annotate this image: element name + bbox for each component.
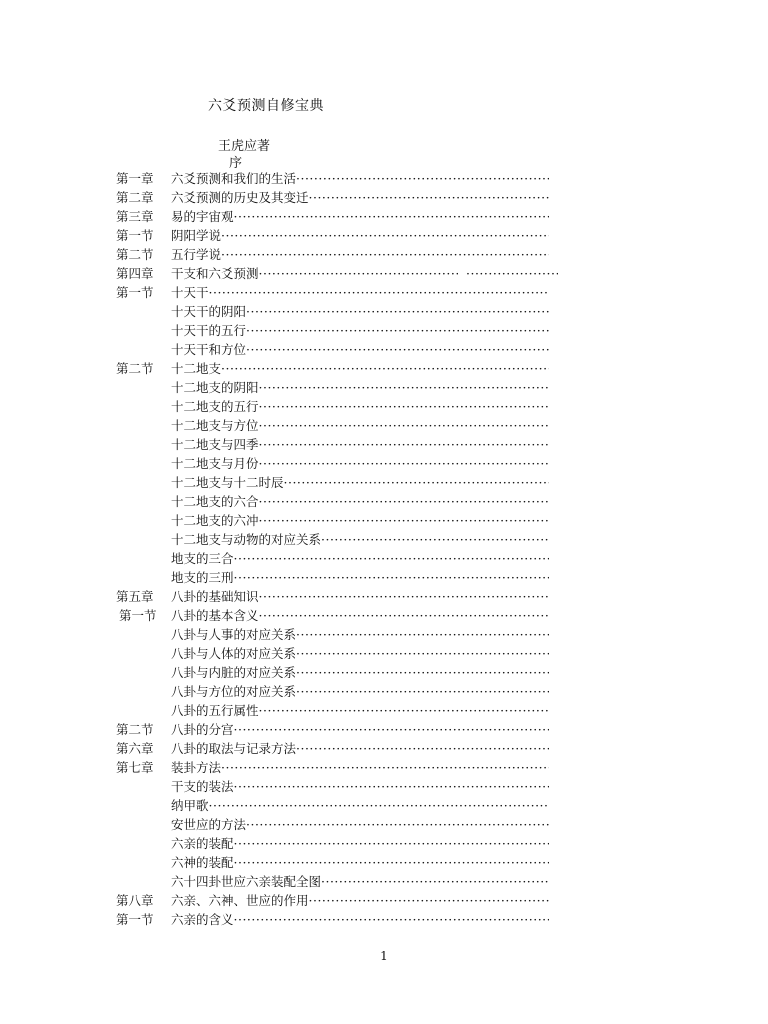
toc-entry[interactable] (0, 910, 768, 929)
toc-entry[interactable] (0, 663, 768, 682)
toc-entry[interactable] (0, 378, 768, 397)
toc-text: 十二地支与四季 ····· (171, 435, 549, 454)
toc-entry[interactable] (0, 283, 768, 302)
toc-entry[interactable] (0, 511, 768, 530)
toc-entry[interactable] (0, 568, 768, 587)
toc-entry[interactable] (0, 853, 768, 872)
toc-text: 十二地支与动物的对应关系 ····· (171, 530, 549, 549)
toc-entry[interactable] (0, 492, 768, 511)
toc-label: 第四章 (116, 266, 154, 281)
toc-text: 八卦的分宫 ····· (171, 720, 549, 739)
toc-entry[interactable] (0, 530, 768, 549)
author-line: 王虎应著 (218, 139, 271, 154)
toc-entry[interactable] (0, 739, 768, 758)
toc-text: 十天干的五行 ····· (171, 321, 549, 340)
toc-text: 装卦方法 ····· (171, 758, 549, 777)
toc-text: 八卦的取法与记录方法 ····· (171, 739, 549, 758)
toc-entry[interactable] (0, 359, 768, 378)
toc-text: 十二地支的五行 ····· (171, 397, 549, 416)
toc-text: 八卦的五行属性 ····· (171, 701, 549, 720)
toc-text: 十二地支的阴阳 ····· (171, 378, 549, 397)
toc-label: 第二章 (116, 190, 154, 205)
toc-entry[interactable] (0, 340, 768, 359)
toc-text: 六爻预测的历史及其变迁 ····· (171, 188, 549, 207)
toc-entry[interactable] (0, 872, 768, 891)
toc-entry[interactable] (0, 777, 768, 796)
toc-text: 十二地支 ····· (171, 359, 549, 378)
toc-entry[interactable] (0, 169, 768, 188)
toc-text: 八卦的基本含义 ····· (171, 606, 549, 625)
document-title: 六爻预测自修宝典 (208, 98, 324, 114)
toc-text: 八卦的基础知识 ····· (171, 587, 549, 606)
toc-entry[interactable] (0, 625, 768, 644)
toc-entry[interactable] (0, 891, 768, 910)
toc-entry[interactable] (0, 720, 768, 739)
toc-text: 六亲的含义 ····· (171, 910, 549, 929)
toc-label: 第一节 (116, 228, 154, 243)
toc-entry[interactable] (0, 264, 768, 283)
toc-entry[interactable] (0, 549, 768, 568)
toc-text: 十天干和方位 ····· (171, 340, 549, 359)
toc-entry[interactable] (0, 815, 768, 834)
toc-text: 干支和六爻预测 ····· (171, 264, 458, 283)
toc-entry[interactable] (0, 454, 768, 473)
preface-heading: 序 (229, 156, 243, 171)
toc-entry[interactable] (0, 834, 768, 853)
toc-entry[interactable] (0, 644, 768, 663)
toc-entry[interactable] (0, 606, 768, 625)
toc-text: 八卦与内脏的对应关系 ····· (171, 663, 549, 682)
toc-entry[interactable] (0, 416, 768, 435)
toc-label: 第三章 (116, 209, 154, 224)
toc-label: 第一节 (116, 285, 154, 300)
toc-label: 第六章 (116, 741, 154, 756)
toc-text: 八卦与方位的对应关系 ····· (171, 682, 549, 701)
toc-entry[interactable] (0, 796, 768, 815)
toc-text: 五行学说 ····· (171, 245, 549, 264)
toc-text: 地支的三合 ····· (171, 549, 549, 568)
table-of-contents (0, 169, 768, 929)
toc-text: 八卦与人体的对应关系 ····· (171, 644, 549, 663)
toc-text: 六十四卦世应六亲装配全图 ····· (171, 872, 549, 891)
toc-text: 六亲、六神、世应的作用 ····· (171, 891, 549, 910)
toc-text: 干支的装法 ····· (171, 777, 549, 796)
toc-text: 六神的装配 ····· (171, 853, 549, 872)
toc-label: 第一节 (116, 912, 154, 927)
toc-text: 八卦与人事的对应关系 ····· (171, 625, 549, 644)
toc-leader-dots (466, 264, 558, 283)
toc-text: 十天干的阴阳 ····· (171, 302, 549, 321)
toc-entry[interactable] (0, 397, 768, 416)
toc-text: 十二地支与十二时辰 ····· (171, 473, 549, 492)
toc-entry[interactable] (0, 435, 768, 454)
toc-entry[interactable] (0, 587, 768, 606)
toc-label: 第一章 (116, 171, 154, 186)
toc-text: 十二地支与月份 ····· (171, 454, 549, 473)
toc-label: 第七章 (116, 760, 154, 775)
toc-text: 十天干 ····· (171, 283, 549, 302)
toc-label: 第二节 (116, 247, 154, 262)
toc-text: 十二地支与方位 ····· (171, 416, 549, 435)
toc-entry[interactable] (0, 302, 768, 321)
toc-entry[interactable] (0, 473, 768, 492)
toc-text: 纳甲歌 ····· (171, 796, 549, 815)
toc-entry[interactable] (0, 188, 768, 207)
toc-text: 易的宇宙观 ····· (171, 207, 549, 226)
toc-entry[interactable] (0, 682, 768, 701)
toc-entry[interactable] (0, 226, 768, 245)
toc-text: 六亲的装配 ····· (171, 834, 549, 853)
toc-label: 第一节 (119, 608, 157, 623)
toc-text: 六爻预测和我们的生活 ····· (171, 169, 549, 188)
toc-label: 第八章 (116, 893, 154, 908)
toc-entry[interactable] (0, 321, 768, 340)
toc-entry[interactable] (0, 701, 768, 720)
toc-entry[interactable] (0, 245, 768, 264)
toc-text: 阴阳学说 ····· (171, 226, 549, 245)
page-number: 1 (380, 949, 388, 963)
toc-label: 第五章 (116, 589, 154, 604)
toc-label: 第二节 (116, 361, 154, 376)
toc-label: 第二节 (116, 722, 154, 737)
toc-text: 十二地支的六合 ····· (171, 492, 549, 511)
toc-entry[interactable] (0, 207, 768, 226)
toc-text: 地支的三刑 ····· (171, 568, 549, 587)
toc-entry[interactable] (0, 758, 768, 777)
toc-text: 十二地支的六冲 ····· (171, 511, 549, 530)
toc-text: 安世应的方法 ····· (171, 815, 549, 834)
